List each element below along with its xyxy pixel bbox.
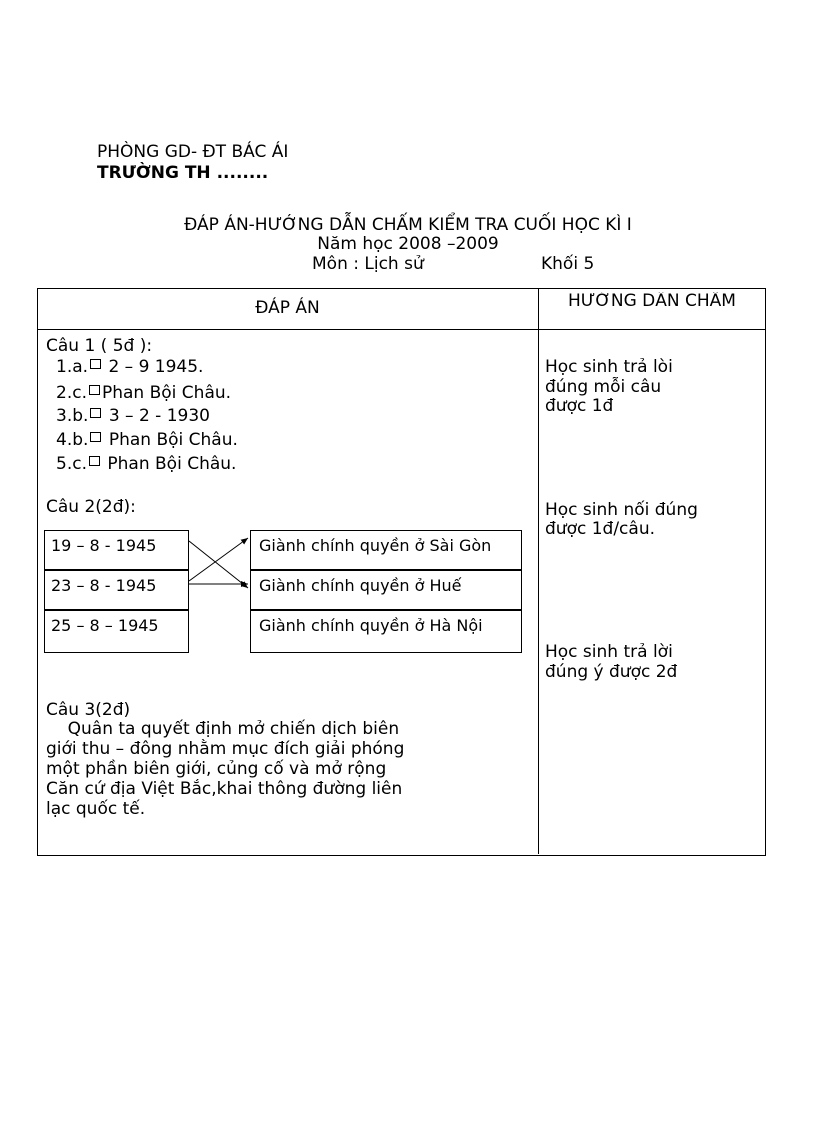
school-name: TRƯỜNG TH ........	[97, 163, 269, 183]
q1-title: Câu 1 ( 5đ ):	[46, 336, 153, 356]
event-box-1: Giành chính quyền ở Sài Gòn	[250, 530, 522, 570]
q3-line-2: giới thu – đông nhằm mục đích giải phóng	[46, 739, 405, 759]
event-box-3: Giành chính quyền ở Hà Nội	[250, 610, 522, 653]
q3-title: Câu 3(2đ)	[46, 700, 131, 720]
q3-line-4: Căn cứ địa Việt Bắc,khai thông đường liên	[46, 779, 403, 799]
q2-title: Câu 2(2đ):	[46, 497, 136, 517]
q1-answer-4-text: Phan Bội Châu.	[103, 430, 238, 450]
event-box-2: Giành chính quyền ở Huế	[250, 570, 522, 610]
q3-line-5: lạc quốc tế.	[46, 799, 146, 819]
q1-answer-5-text: Phan Bội Châu.	[101, 454, 237, 474]
q2-guide-line-1: Học sinh nối đúng	[545, 500, 698, 520]
date-box-1: 19 – 8 - 1945	[44, 530, 189, 570]
date-box-3: 25 – 8 – 1945	[44, 610, 189, 653]
department-name: PHÒNG GD- ĐT BÁC ÁI	[97, 142, 289, 162]
grade-label: Khối 5	[541, 254, 595, 274]
q1-answer-3-text: 3 – 2 - 1930	[103, 406, 210, 426]
q1-answer-5-num: 5.c.	[56, 454, 87, 474]
q1-guide-line-3: được 1đ	[545, 396, 614, 416]
q3-guide-line-1: Học sinh trả lời	[545, 642, 673, 662]
q3-line-3: một phần biên giới, củng cố và mở rộng	[46, 759, 387, 779]
q1-guide-line-1: Học sinh trả lòi	[545, 357, 673, 377]
q2-guide-line-2: được 1đ/câu.	[545, 519, 655, 539]
q1-answer-1-text: 2 – 9 1945.	[103, 357, 204, 377]
q3-line-1: Quân ta quyết định mở chiến dịch biên	[46, 719, 400, 739]
document-title: ĐÁP ÁN-HƯỚNG DẪN CHẤM KIỂM TRA CUỐI HỌC KÌ I	[184, 215, 632, 235]
date-box-2: 23 – 8 - 1945	[44, 570, 189, 610]
q1-answer-4-num: 4.b.	[56, 430, 89, 450]
q3-guide-line-2: đúng ý được 2đ	[545, 662, 678, 682]
q1-answer-1-num: 1.a.	[56, 357, 89, 377]
col-answer-header: ĐÁP ÁN	[255, 298, 320, 318]
q1-answer-2-text: Phan Bội Châu.	[101, 383, 232, 403]
school-year: Năm học 2008 –2009	[317, 234, 499, 254]
q1-answer-2-num: 2.c.	[56, 383, 87, 403]
col-guide-header: HƯỚNG DẪN CHẤM	[568, 292, 736, 311]
arrow-19-8-to-hue	[189, 541, 248, 588]
q1-guide-line-2: đúng mỗi câu	[545, 377, 662, 397]
q1-answer-3-num: 3.b.	[56, 406, 89, 426]
subject-label: Môn : Lịch sử	[312, 254, 424, 274]
arrow-23-8-to-saigon	[189, 538, 248, 581]
